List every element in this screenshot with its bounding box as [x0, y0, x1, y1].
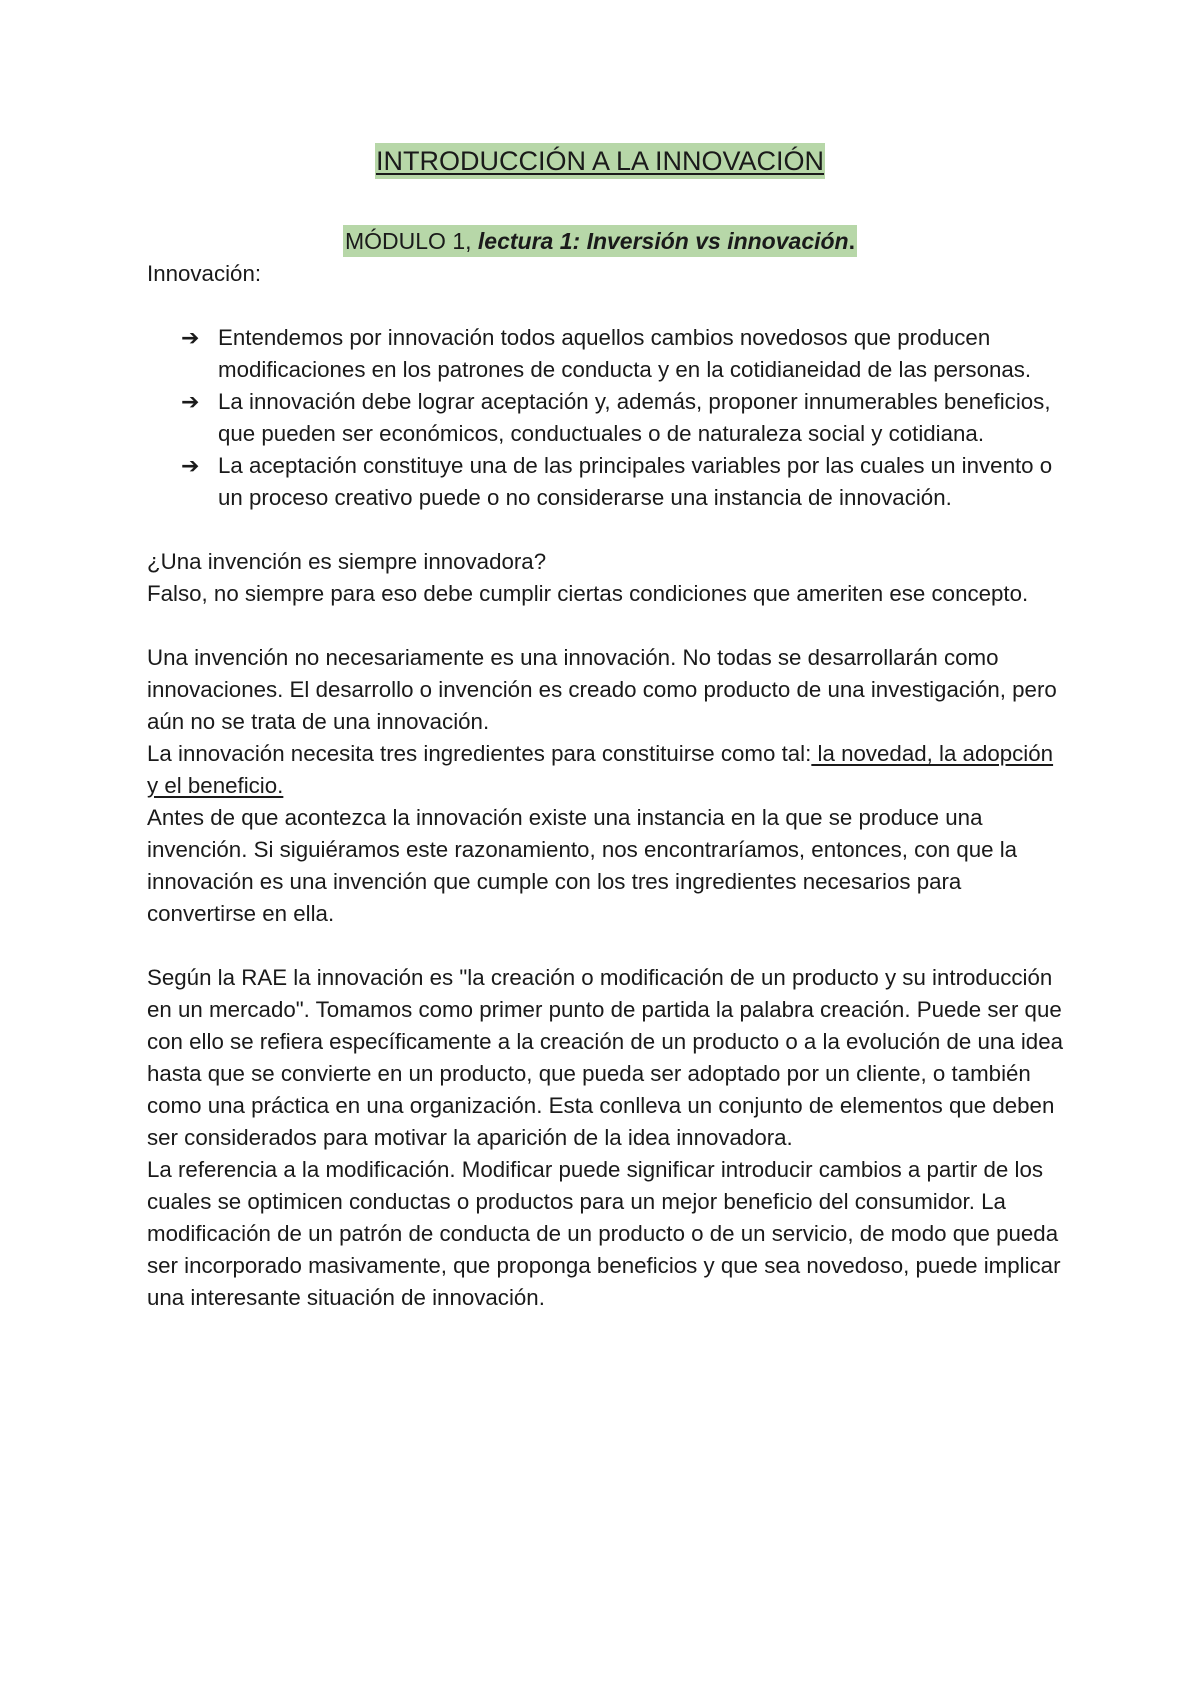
arrow-right-icon: ➔ — [181, 453, 200, 478]
list-item — [147, 450, 1067, 514]
ingredients-list: la novedad, la adopción y el beneficio. — [147, 741, 1054, 798]
bullet-text: La aceptación constituye una de las principales variables por las cuales un invento o un proceso creativo puede o no considerarse una instancia de innovación. — [218, 453, 1053, 510]
lecture-title: lectura 1: Inversión vs innovación — [477, 228, 849, 254]
spacer — [147, 514, 1067, 546]
answer-text: Falso, no siempre para eso debe cumplir ciertas condiciones que ameriten ese concepto. — [147, 581, 1029, 606]
module-label: MÓDULO 1, — [345, 228, 478, 254]
bullet-text: Entendemos por innovación todos aquellos cambios novedosos que producen modificaciones en los patrones de conducta y en la cotidianeidad de las personas. — [218, 325, 1032, 382]
list-item — [147, 322, 1067, 386]
bullet-list — [147, 322, 1067, 514]
module-subtitle — [343, 225, 857, 257]
document-title: INTRODUCCIÓN A LA INNOVACIÓN — [375, 143, 825, 179]
spacer — [147, 930, 1067, 962]
list-item — [147, 386, 1067, 450]
spacer — [147, 610, 1067, 642]
question-text: ¿Una invención es siempre innovadora? — [147, 549, 547, 574]
document-body — [147, 258, 1067, 1314]
spacer — [147, 290, 1067, 322]
section-label: Innovación: — [147, 261, 262, 286]
paragraph-modification: La referencia a la modificación. Modificar puede significar introducir cambios a partir de los cuales se optimicen conductas o productos para un mejor beneficio del consumidor. La modificación de un patrón de conducta de un producto o de un servicio, de modo que pueda ser incorporado masivamente, que proponga beneficios y que sea novedoso, puede implicar una interesante situación de innovación. — [147, 1157, 1061, 1310]
arrow-right-icon: ➔ — [181, 389, 200, 414]
title-container — [0, 143, 1200, 179]
paragraph-reasoning: Antes de que acontezca la innovación existe una instancia en la que se produce una invención. Si siguiéramos este razonamiento, nos encontraríamos, entonces, con que la innovación es una invención que cumple con los tres ingredientes necesarios para convertirse en ella. — [147, 805, 1018, 926]
paragraph-ingredients — [147, 738, 1067, 802]
paragraph-rae: Según la RAE la innovación es "la creación o modificación de un producto y su introducción en un mercado". Tomamos como primer punto de partida la palabra creación. Puede ser que con ello se refiera específicamente a la creación de un producto o a la evolución de una idea hasta que se convierte en un producto, que pueda ser adoptado por un cliente, o también como una práctica en una organización. Esta conlleva un conjunto de elementos que deben ser considerados para motivar la aparición de la idea innovadora. — [147, 965, 1064, 1150]
arrow-right-icon: ➔ — [181, 325, 200, 350]
ingredients-lead: La innovación necesita tres ingredientes para constituirse como tal: — [147, 741, 812, 766]
subtitle-container — [0, 225, 1200, 257]
paragraph-invention: Una invención no necesariamente es una innovación. No todas se desarrollarán como innovaciones. El desarrollo o invención es creado como producto de una investigación, pero aún no se trata de una innovación. — [147, 645, 1057, 734]
subtitle-period: . — [848, 228, 855, 254]
bullet-text: La innovación debe lograr aceptación y, además, proponer innumerables beneficios, que pueden ser económicos, conductuales o de naturaleza social y cotidiana. — [218, 389, 1051, 446]
